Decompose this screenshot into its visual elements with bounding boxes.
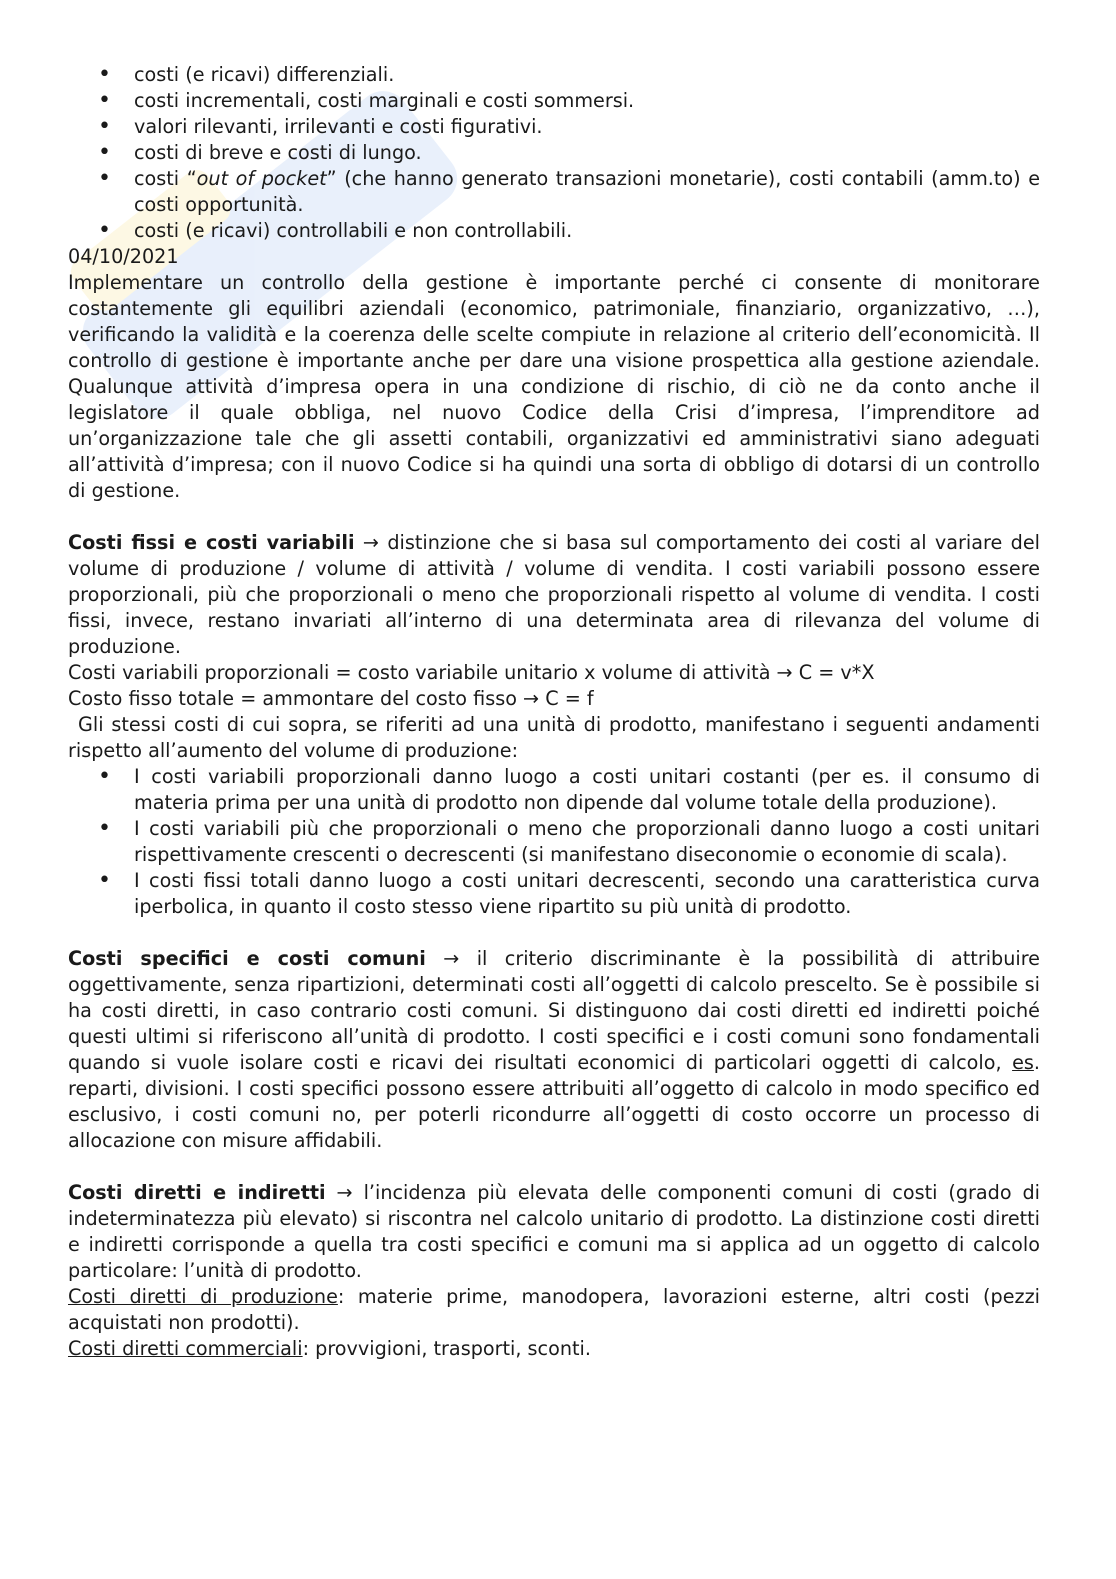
list-item: • I costi fissi totali danno luogo a costi unitari decrescenti, secondo una caratteristica curva iperbolica, in quanto il costo stesso viene ripartito su più unità di prodotto. xyxy=(68,868,1040,920)
commercial-costs-label: Costi diretti commerciali xyxy=(68,1337,303,1360)
direct-indirect-paragraph: Costi diretti e indiretti → l’incidenza più elevata delle componenti comuni di costi (grado di indeterminatezza più elevato) si riscontra nel calcolo unitario di prodotto. La distinzione costi diretti e indiretti corrisponde a quella tra costi specifici e comuni ma si applica ad un oggetto di calcolo particolare: l’unità di prodotto. xyxy=(68,1181,1041,1282)
list-item: • valori rilevanti, irrilevanti e costi figurativi. xyxy=(68,114,1040,140)
section-heading: Costi diretti e indiretti xyxy=(68,1181,326,1204)
list-item: • costi “out of pocket” (che hanno generato transazioni monetarie), costi contabili (amm.to) e costi opportunità. xyxy=(68,166,1040,218)
unit-bullet-list xyxy=(68,764,1040,920)
list-item: • costi di breve e costi di lungo. xyxy=(68,140,1040,166)
list-item: • I costi variabili proporzionali danno luogo a costi unitari costanti (per es. il consumo di materia prima per una unità di prodotto non dipende dal volume totale della produzione). xyxy=(68,764,1040,816)
section-heading: Costi fissi e costi variabili xyxy=(68,531,355,554)
list-item: • I costi variabili più che proporzionali o meno che proporzionali danno luogo a costi unitari rispettivamente crescenti o decrescenti (si manifestano diseconomie o economie di scala). xyxy=(68,816,1040,868)
list-item: • costi (e ricavi) controllabili e non controllabili. xyxy=(68,218,1040,244)
production-costs-label: Costi diretti di produzione xyxy=(68,1285,338,1308)
list-item: • costi (e ricavi) differenziali. xyxy=(68,62,1040,88)
commercial-costs-line: Costi diretti commerciali: provvigioni, trasporti, sconti. xyxy=(68,1337,591,1360)
es-abbreviation: es xyxy=(1012,1051,1034,1074)
intro-bullet-list xyxy=(68,62,1040,244)
formula-fixed: Costo fisso totale = ammontare del costo fisso → C = f xyxy=(68,687,594,710)
fixed-variable-paragraph: Costi fissi e costi variabili → distinzione che si basa sul comportamento dei costi al variare del volume di produzione / volume di attività / volume di vendita. I costi variabili possono essere proporzionali, più che proporzionali o meno che proporzionali rispetto al volume di vendita. I costi fissi, invece, restano invariati all’interno di una determinata area di rilevanza del volume di produzione. xyxy=(68,531,1040,658)
intro-paragraph: Implementare un controllo della gestione è importante perché ci consente di monitorare costantemente gli equilibri aziendali (economico, patrimoniale, finanziario, organizzativo, …), verificando la validità e la coerenza delle scelte compiute in relazione al criterio dell’economicità. Il controllo di gestione è importante anche per dare una visione prospettica alla gestione aziendale. Qualunque attività d’impresa opera in una condizione di rischio, di ciò ne da conto anche il legislatore il quale obbliga, nel nuovo Codice della Crisi d’impresa, l’imprenditore ad un’organizzazione tale che gli assetti contabili, organizzativi ed amministrativi siano adeguati all’attività d’impresa; con il nuovo Codice si ha quindi una sorta di obbligo di dotarsi di un controllo di gestione. xyxy=(68,271,1040,502)
specific-common-paragraph: Costi specifici e costi comuni → il criterio discriminante è la possibilità di attribuire oggettivamente, senza ripartizioni, determinati costi all’oggetti di calcolo prescelto. Se è possibile si ha costi diretti, in caso contrario costi comuni. Si distinguono dai costi diretti ed indiretti poiché questi ultimi si riferiscono all’unità di prodotto. I costi specifici e i costi comuni sono fondamentali quando si vuole isolare costi e ricavi dei risultati economici di particolari oggetti di calcolo, es. reparti, divisioni. I costi specifici possono essere attribuiti all’oggetto di calcolo in modo specifico ed esclusivo, i costi comuni no, per poterli ricondurre all’oggetti di costo occorre un processo di allocazione con misure affidabili. xyxy=(68,947,1040,1152)
section-heading: Costi specifici e costi comuni xyxy=(68,947,426,970)
unit-intro: Gli stessi costi di cui sopra, se riferiti ad una unità di prodotto, manifestano i seguenti andamenti rispetto all’aumento del volume di produzione: xyxy=(68,713,1040,762)
document-page xyxy=(68,62,1040,1362)
date: 04/10/2021 xyxy=(68,245,179,268)
formula-variable: Costi variabili proporzionali = costo variabile unitario x volume di attività → C = v*X xyxy=(68,661,875,684)
italic-term: out of pocket xyxy=(196,167,327,190)
production-costs-line: Costi diretti di produzione: materie prime, manodopera, lavorazioni esterne, altri costi (pezzi acquistati non prodotti). xyxy=(68,1285,1040,1334)
list-item: • costi incrementali, costi marginali e costi sommersi. xyxy=(68,88,1040,114)
